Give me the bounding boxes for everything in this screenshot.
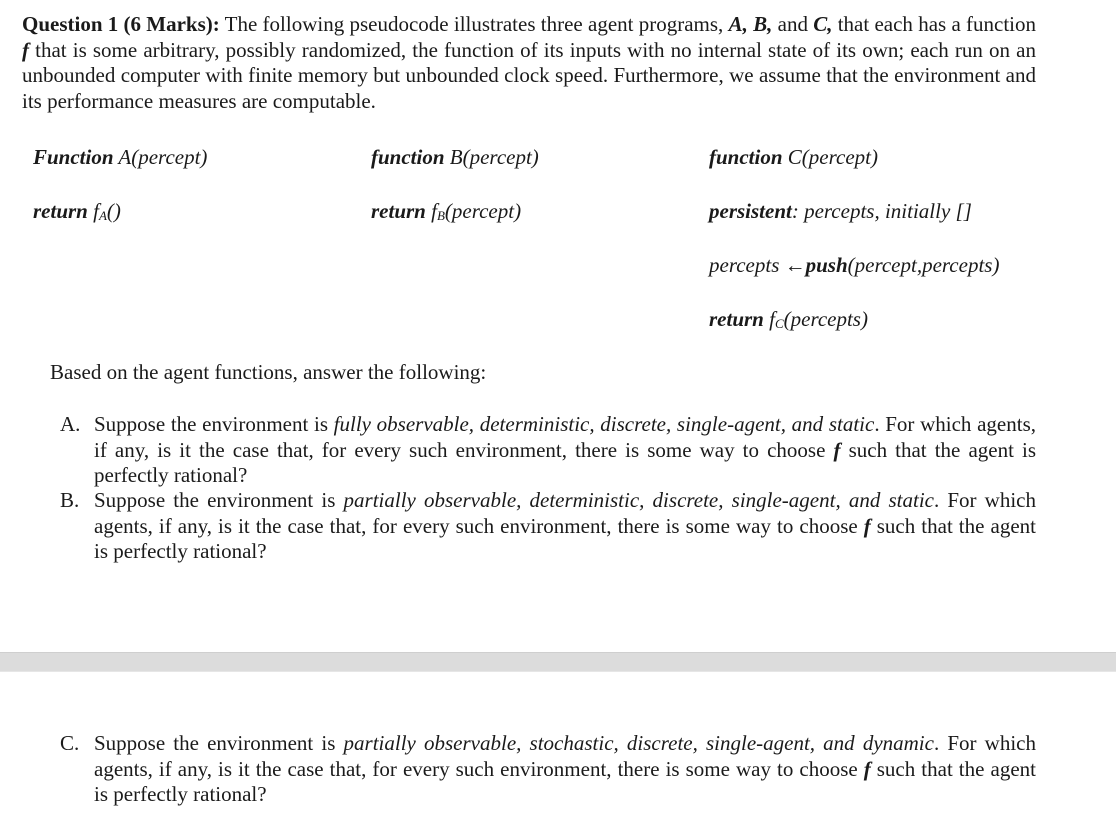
intro-part-1: The following pseudocode illustrates three agent programs, [219,12,729,36]
agent-a-return-keyword: return [33,199,88,223]
page-separator [0,652,1116,672]
part-a-tail: such that the agent is perfectly rational? [94,437,1037,487]
part-a [60,412,1036,489]
part-c [60,731,1036,808]
part-a-letter: A. [60,412,81,436]
part-b-text [94,488,1036,565]
part-b-f-symbol: f [863,513,871,538]
part-b [60,488,1036,565]
part-c-text [94,731,1036,808]
part-c-lead: Suppose the environment is [94,731,344,755]
and-word: and [772,12,814,36]
part-c-tail: such that the agent is perfectly rational? [94,756,1036,806]
part-b-letter: B. [60,488,80,512]
agent-c-return-keyword: return [709,307,764,331]
part-a-lead: Suppose the environment is [94,412,334,436]
part-a-environment: fully observable, deterministic, discrete, single-agent, and static [333,412,875,436]
part-a-mid: . For which agents, if any, is it the case that, for every such environment, there is some way to choose [94,412,1036,462]
agent-c-return [709,307,868,332]
agent-c-return-args: (percepts) [783,307,868,331]
part-c-environment: partially observable, stochastic, discrete, single-agent, and dynamic [343,731,934,755]
question-heading: Question 1 (6 Marks): [22,12,220,36]
agent-b-header [371,145,539,170]
part-a-f-symbol: f [833,437,841,462]
agent-a-label: A, [728,12,748,36]
agent-c-assignment [709,253,999,278]
agent-c-assign-lhs: percepts ← [709,253,806,277]
part-b-mid: . For which agents, if any, is it the case that, for every such environment, there is some way to choose [94,488,1037,538]
f-symbol: f [22,37,29,62]
document-page-2 [0,672,1116,824]
agent-b-header-keyword: function [371,145,445,169]
agent-b-label: B, [753,12,773,36]
agent-b-return-fn: f [425,199,437,223]
agent-c-persistent-keyword: persistent [709,199,792,223]
agent-c-return-fn: f [763,307,775,331]
agent-c-return-subscript: C [774,316,784,331]
agent-a-header-keyword: Function [33,145,114,169]
agent-c-persistent [709,199,972,224]
part-a-text [94,412,1036,489]
answer-prompt: Based on the agent functions, answer the following: [50,360,487,384]
agent-b-return-keyword: return [371,199,426,223]
agent-b-header-signature: B(percept) [444,145,539,169]
agent-a-header [33,145,207,170]
agent-a-return-args: () [106,199,121,223]
agent-a-return [33,199,121,224]
part-b-tail: such that the agent is perfectly rational? [94,513,1036,563]
agent-c-header-signature: C(percept) [782,145,878,169]
part-c-f-symbol: f [863,756,871,781]
agent-a-return-fn: f [87,199,99,223]
agent-c-header [709,145,878,170]
part-b-environment: partially observable, deterministic, discrete, single-agent, and static [343,488,934,512]
agent-c-assign-args: (percept,percepts) [847,253,1000,277]
agent-a-header-signature: A(percept) [113,145,208,169]
agent-c-persistent-rest: : percepts, initially [] [791,199,972,223]
part-b-lead: Suppose the environment is [94,488,344,512]
agent-b-return-args: (percept) [444,199,522,223]
agent-c-assign-fn: push [805,253,848,277]
agent-b-return-subscript: B [436,208,445,223]
intro-part-2: that each has a function [832,12,1037,36]
agent-b-return [371,199,521,224]
part-c-mid: . For which agents, if any, is it the case that, for every such environment, there is some way to choose [94,731,1036,781]
intro-part-3: that is some arbitrary, possibly randomized, the function of its inputs with no internal state of its own; each run on an unbounded computer with finite memory but unbounded clock speed. Furthermore, we assume that the environment and its performance measures are computable. [22,37,1036,113]
question-intro [22,12,1036,114]
agent-a-return-subscript: A [98,208,107,223]
agent-c-header-keyword: function [709,145,783,169]
agent-c-label: C, [813,12,833,36]
part-c-letter: C. [60,731,80,755]
